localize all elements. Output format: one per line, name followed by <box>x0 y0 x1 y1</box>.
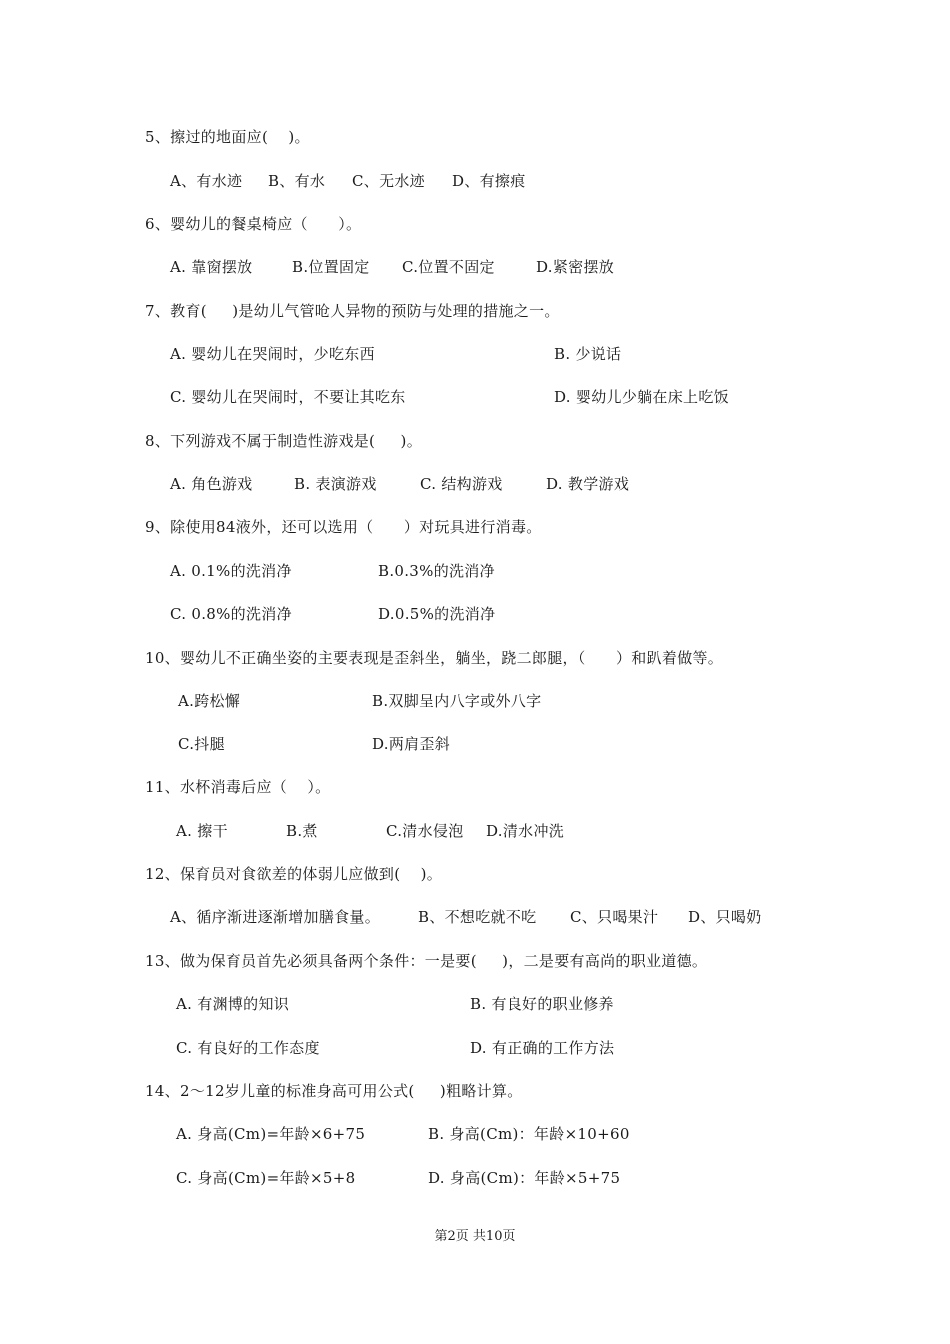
question-11-option-d: D.清水冲洗 <box>486 822 565 840</box>
question-10-option-d: D.两肩歪斜 <box>372 735 451 753</box>
question-13-option-c: C. 有良好的工作态度 <box>176 1039 320 1057</box>
question-7-option-b: B. 少说话 <box>554 345 622 363</box>
question-10-option-b: B.双脚呈内八字或外八字 <box>372 692 542 710</box>
question-7-option-d: D. 婴幼儿少躺在床上吃饭 <box>554 388 729 406</box>
question-5-option-d: D、有擦痕 <box>452 172 526 190</box>
question-9-option-c: C. 0.8%的洗消净 <box>170 605 292 623</box>
question-11-option-a: A. 擦干 <box>176 822 228 840</box>
question-9-option-a: A. 0.1%的洗消净 <box>170 562 292 580</box>
question-6-stem: 6、婴幼儿的餐桌椅应（ ）。 <box>145 215 362 233</box>
question-8-stem: 8、下列游戏不属于制造性游戏是( )。 <box>145 432 422 450</box>
question-13-stem: 13、做为保育员首先必须具备两个条件：一是要( )，二是要有高尚的职业道德。 <box>145 952 708 970</box>
question-12-option-b: B、不想吃就不吃 <box>418 908 537 926</box>
question-7-option-c: C. 婴幼儿在哭闹时，不要让其吃东 <box>170 388 406 406</box>
question-5-option-a: A、有水迹 <box>170 172 243 190</box>
question-13-option-d: D. 有正确的工作方法 <box>470 1039 615 1057</box>
question-6-option-a: A. 靠窗摆放 <box>170 258 253 276</box>
question-10-option-a: A.跨松懈 <box>178 692 241 710</box>
question-6-option-d: D.紧密摆放 <box>536 258 615 276</box>
question-10-option-c: C.抖腿 <box>178 735 225 753</box>
question-12-option-c: C、只喝果汁 <box>570 908 659 926</box>
question-6-option-c: C.位置不固定 <box>402 258 495 276</box>
question-11-stem: 11、水杯消毒后应（ ）。 <box>145 778 331 796</box>
question-8-option-b: B. 表演游戏 <box>294 475 377 493</box>
question-8-option-a: A. 角色游戏 <box>170 475 253 493</box>
question-14-option-c: C. 身高(Cm)=年龄×5+8 <box>176 1169 356 1187</box>
question-9-option-d: D.0.5%的洗消净 <box>378 605 496 623</box>
question-5-stem: 5、擦过的地面应( )。 <box>145 128 310 146</box>
question-7-stem: 7、教育( )是幼儿气管呛人异物的预防与处理的措施之一。 <box>145 302 560 320</box>
question-14-option-b: B. 身高(Cm)：年龄×10+60 <box>428 1125 630 1143</box>
question-12-stem: 12、保育员对食欲差的体弱儿应做到( )。 <box>145 865 443 883</box>
page-footer: 第2页 共10页 <box>434 1229 516 1244</box>
question-11-option-b: B.煮 <box>286 822 318 840</box>
question-12-option-a: A、循序渐进逐渐增加膳食量。 <box>170 908 381 926</box>
question-7-option-a: A. 婴幼儿在哭闹时，少吃东西 <box>170 345 375 363</box>
question-12-option-d: D、只喝奶 <box>688 908 762 926</box>
question-14-option-a: A. 身高(Cm)=年龄×6+75 <box>176 1125 366 1143</box>
question-11-option-c: C.清水侵泡 <box>386 822 464 840</box>
question-10-stem: 10、婴幼儿不正确坐姿的主要表现是歪斜坐，躺坐，跷二郎腿，（ ）和趴着做等。 <box>145 649 724 667</box>
question-13-option-a: A. 有渊博的知识 <box>176 995 290 1013</box>
question-5-option-b: B、有水 <box>268 172 326 190</box>
question-5-option-c: C、无水迹 <box>352 172 425 190</box>
question-8-option-c: C. 结构游戏 <box>420 475 503 493</box>
question-13-option-b: B. 有良好的职业修养 <box>470 995 614 1013</box>
question-6-option-b: B.位置固定 <box>292 258 370 276</box>
question-14-option-d: D. 身高(Cm)：年龄×5+75 <box>428 1169 621 1187</box>
question-9-stem: 9、除使用84液外，还可以选用（ ）对玩具进行消毒。 <box>145 518 542 536</box>
question-9-option-b: B.0.3%的洗消净 <box>378 562 495 580</box>
question-14-stem: 14、2～12岁儿童的标准身高可用公式( )粗略计算。 <box>145 1082 523 1100</box>
question-8-option-d: D. 教学游戏 <box>546 475 630 493</box>
